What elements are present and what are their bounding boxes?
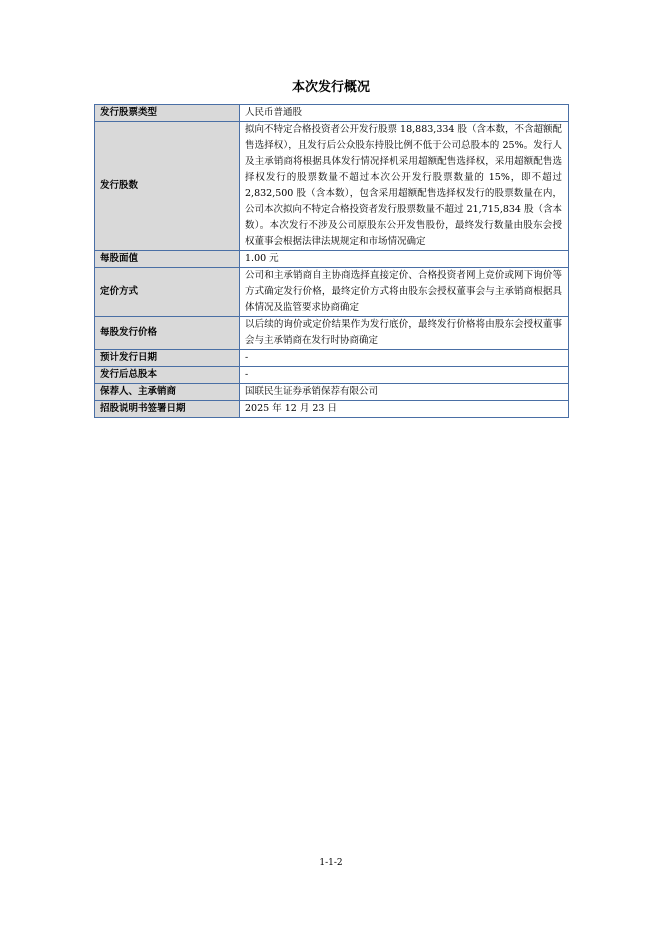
table-row bbox=[95, 122, 569, 251]
table-row bbox=[95, 401, 569, 418]
row-label-pricing-method: 定价方式 bbox=[95, 268, 240, 317]
offering-summary-table bbox=[94, 104, 569, 418]
row-value-share-count: 拟向不特定合格投资者公开发行股票 18,883,334 股（含本数，不含超额配售选择权），且发行后公众股东持股比例不低于公司总股本的 25%。发行人及主承销商将根据具体发行情况择机采用超额配售选择权，采用超额配售选择权发行的股票数量不超过本次公开发行股票数量的 15%，即不超过 2,832,500 股（含本数），包含采用超额配售选择权发行的股票数量在内，公司本次拟向不特定合格投资者发行股票数量不超过 21,715,834 股（含本数）。本次发行不涉及公司原股东公开发售股份，最终发行数量由股东会授权董事会根据法律法规规定和市场情况确定 bbox=[240, 122, 569, 251]
row-value-stock-type: 人民币普通股 bbox=[240, 105, 569, 122]
row-label-issue-date: 预计发行日期 bbox=[95, 350, 240, 367]
row-label-total-shares: 发行后总股本 bbox=[95, 367, 240, 384]
table-row bbox=[95, 268, 569, 317]
row-value-pricing-method: 公司和主承销商自主协商选择直接定价、合格投资者网上竞价或网下询价等方式确定发行价格，最终定价方式将由股东会授权董事会与主承销商根据具体情况及监管要求协商确定 bbox=[240, 268, 569, 317]
row-value-total-shares: - bbox=[240, 367, 569, 384]
row-value-issue-price: 以后续的询价或定价结果作为发行底价，最终发行价格将由股东会授权董事会与主承销商在发行时协商确定 bbox=[240, 317, 569, 350]
row-label-sponsor: 保荐人、主承销商 bbox=[95, 384, 240, 401]
row-label-signing-date: 招股说明书签署日期 bbox=[95, 401, 240, 418]
page-title: 本次发行概况 bbox=[291, 80, 370, 95]
row-value-par-value: 1.00 元 bbox=[240, 251, 569, 268]
table-row bbox=[95, 367, 569, 384]
table-row bbox=[95, 105, 569, 122]
table-row bbox=[95, 350, 569, 367]
row-value-signing-date: 2025 年 12 月 23 日 bbox=[240, 401, 569, 418]
row-label-stock-type: 发行股票类型 bbox=[95, 105, 240, 122]
row-value-sponsor: 国联民生证券承销保荐有限公司 bbox=[240, 384, 569, 401]
page-number: 1-1-2 bbox=[319, 858, 343, 868]
table-row bbox=[95, 251, 569, 268]
row-label-issue-price: 每股发行价格 bbox=[95, 317, 240, 350]
table-row bbox=[95, 384, 569, 401]
table-row bbox=[95, 317, 569, 350]
row-label-par-value: 每股面值 bbox=[95, 251, 240, 268]
row-value-issue-date: - bbox=[240, 350, 569, 367]
row-label-share-count: 发行股数 bbox=[95, 122, 240, 251]
